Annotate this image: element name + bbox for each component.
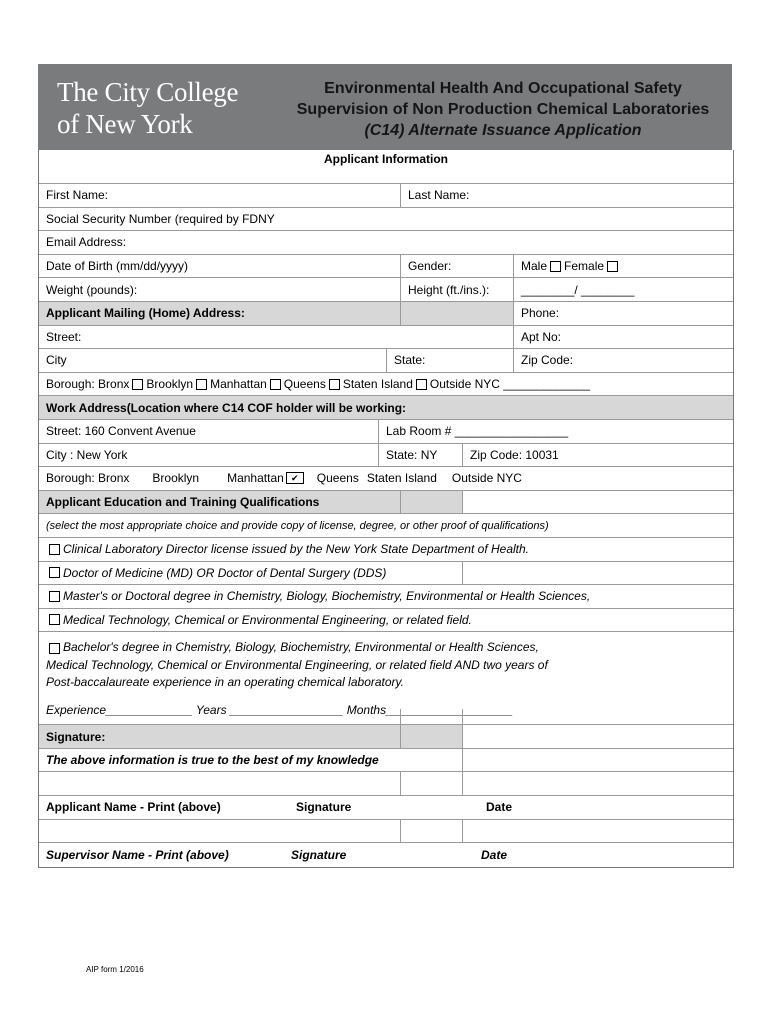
gender-label-cell [400,255,513,278]
height-label-cell [400,278,513,301]
education-section-header [39,491,733,515]
clinical-checkbox[interactable] [49,544,60,555]
mailing-blank-cell [400,302,513,325]
queens-checkbox[interactable] [270,379,281,390]
option-md-dds[interactable] [39,562,462,585]
applicant-date-label: Date [486,800,513,815]
row-opt2 [39,562,733,586]
applicant-name-input[interactable] [39,772,400,795]
outside-nyc-label: Outside NYC _____________ [429,377,591,392]
work-zip-text: Zip Code: 10031 [470,447,559,462]
title-line-1: Environmental Health And Occupational Safety [324,80,682,97]
work-borough-options [39,467,733,490]
work-section-title: Work Address(Location where C14 COF holder will be working: [46,400,407,415]
state-field[interactable] [386,349,513,372]
queens-label: Queens [283,377,326,392]
education-blank-2 [462,491,733,514]
row-weight [39,278,733,302]
work-street-text: Street: 160 Convent Avenue [46,424,196,439]
experience-divider-2 [462,709,463,724]
height-label: Height (ft./ins.): [408,282,490,297]
work-section-header [39,396,733,420]
city-label: City [46,353,67,368]
dob-field[interactable] [39,255,400,278]
mailing-section-header [39,302,733,326]
weight-label: Weight (pounds): [46,282,138,297]
applicant-name-label: Applicant Name - Print (above) [46,800,221,815]
experience-divider-1 [400,709,401,724]
bachelors-checkbox[interactable] [49,643,60,654]
male-label: Male [521,259,548,274]
education-blank-1 [400,491,462,514]
lab-room-label: Lab Room # _________________ [386,424,569,439]
row-statement [39,749,733,773]
row-ssn [39,208,733,232]
work-zip [462,444,733,467]
applicant-section-header [39,150,733,184]
row-opt4 [39,609,733,633]
row-name [39,184,733,208]
supervisor-name-input[interactable] [39,820,400,843]
applicant-signature-label: Signature [296,800,352,815]
female-label: Female [564,259,605,274]
work-state [378,444,462,467]
option-clinical[interactable] [39,538,733,561]
header-banner [38,64,732,150]
form-footer: AIP form 1/2016 [86,965,144,974]
applicant-date-input[interactable] [462,772,733,795]
row-work-street [39,420,733,444]
supervisor-name-label: Supervisor Name - Print (above) [46,848,229,863]
row-instruction [39,514,733,538]
manhattan-check-icon[interactable]: ✔ [286,472,304,484]
male-checkbox[interactable] [550,261,561,272]
row-city [39,349,733,373]
option-medtech[interactable] [39,609,733,632]
row-email [39,231,733,255]
email-field[interactable] [39,231,733,254]
college-logo [57,76,238,140]
height-field[interactable] [513,278,733,301]
bachelors-line-2: Medical Technology, Chemical or Environmental Engineering, or related field AND two years of [46,657,548,672]
gender-options [513,255,733,278]
phone-field[interactable] [513,302,733,325]
first-name-field[interactable] [39,184,400,207]
experience-field[interactable]: Experience_____________ Years _________________ Months___________________ [46,703,513,718]
row-work-city [39,444,733,468]
option-bachelors[interactable] [39,632,733,725]
ssn-label: Social Security Number (required by FDNY [46,211,275,226]
last-name-field[interactable] [400,184,733,207]
medtech-checkbox[interactable] [49,614,60,625]
zip-field[interactable] [513,349,733,372]
logo-line-2: of New York [57,109,193,139]
bachelors-line-1: Bachelor's degree in Chemistry, Biology, Biochemistry, Environmental or Health Sciences, [63,640,539,655]
row-supervisor-labels [39,843,733,867]
md-dds-checkbox[interactable] [49,567,60,578]
ssn-field[interactable] [39,208,733,231]
work-staten-label: Staten Island [366,471,437,486]
signature-section-header [39,725,733,749]
row-opt1 [39,538,733,562]
manhattan-label: Manhattan [210,377,267,392]
supervisor-date-label: Date [481,848,508,863]
row-dob [39,255,733,279]
supervisor-signature-input[interactable] [400,820,462,843]
supervisor-signature-label: Signature [291,848,347,863]
row-opt3 [39,585,733,609]
manhattan-checkbox[interactable] [196,379,207,390]
work-brooklyn-label: Brooklyn [152,471,200,486]
gender-label: Gender: [408,259,452,274]
supervisor-date-input[interactable] [462,820,733,843]
female-checkbox[interactable] [607,261,618,272]
signature-section-title: Signature: [46,729,106,744]
form-title [273,78,733,141]
work-city [39,444,378,467]
row-supervisor-sign-space [39,820,733,844]
title-line-2: Supervision of Non Production Chemical Laboratories [296,101,710,118]
zip-label: Zip Code: [521,353,574,368]
apt-label: Apt No: [521,329,562,344]
education-instruction: (select the most appropriate choice and provide copy of license, degree, or other proof of qualifications) [46,519,549,532]
city-field[interactable] [39,349,386,372]
brooklyn-checkbox[interactable] [132,379,143,390]
brooklyn-label: Brooklyn [146,377,194,392]
education-section-title: Applicant Education and Training Qualifications [46,495,320,510]
row-work-borough [39,467,733,491]
street-field[interactable] [39,326,513,349]
md-dds-label: Doctor of Medicine (MD) OR Doctor of Dental Surgery (DDS) [63,565,387,580]
height-blank: ________/ ________ [521,282,635,297]
work-outside-label: Outside NYC [451,471,522,486]
row-applicant-sign-space [39,772,733,796]
work-queens-label: Queens [316,471,359,486]
work-bronx-label: Borough: Bronx [46,471,130,486]
mailing-borough-options [39,373,733,396]
email-label: Email Address: [46,235,127,250]
work-state-text: State: NY [386,447,438,462]
first-name-label: First Name: [46,188,109,203]
last-name-label: Last Name: [408,188,470,203]
title-line-3: (C14) Alternate Issuance Application [364,122,642,139]
street-label: Street: [46,329,82,344]
logo-line-1: The City College [57,77,239,107]
bachelors-line-3: Post-baccalaureate experience in an operating chemical laboratory. [46,675,404,690]
mailing-section-title: Applicant Mailing (Home) Address: [46,306,245,321]
row-applicant-labels [39,796,733,820]
work-street [39,420,378,443]
medtech-label: Medical Technology, Chemical or Environmental Engineering, or related field. [63,612,472,627]
clinical-label: Clinical Laboratory Director license issued by the New York State Department of Health. [63,542,530,557]
applicant-section-title: Applicant Information [324,152,448,166]
staten-island-label: Staten Island [342,377,413,392]
borough-bronx-label: Borough: Bronx [46,377,130,392]
weight-field[interactable] [39,278,400,301]
option-masters[interactable] [39,585,733,608]
applicant-signature-input[interactable] [400,772,462,795]
work-city-text: City : New York [46,447,128,462]
outside-nyc-checkbox[interactable] [416,379,427,390]
row-street [39,326,733,350]
lab-room-field[interactable] [378,420,733,443]
apt-field[interactable] [513,326,733,349]
masters-checkbox[interactable] [49,591,60,602]
masters-label: Master's or Doctoral degree in Chemistry, Biology, Biochemistry, Environmental or Health Sciences, [63,589,591,604]
state-label: State: [394,353,426,368]
dob-label: Date of Birth (mm/dd/yyyy) [46,259,189,274]
staten-island-checkbox[interactable] [329,379,340,390]
phone-label: Phone: [521,306,560,321]
attestation-statement: The above information is true to the best of my knowledge [46,753,379,768]
signature-blank-2 [462,725,733,748]
signature-blank-1 [400,725,462,748]
work-manhattan-label: Manhattan [227,471,284,486]
application-form [38,150,734,868]
row-mailing-borough [39,373,733,397]
opt2-blank [462,562,733,585]
statement-blank [462,749,733,772]
